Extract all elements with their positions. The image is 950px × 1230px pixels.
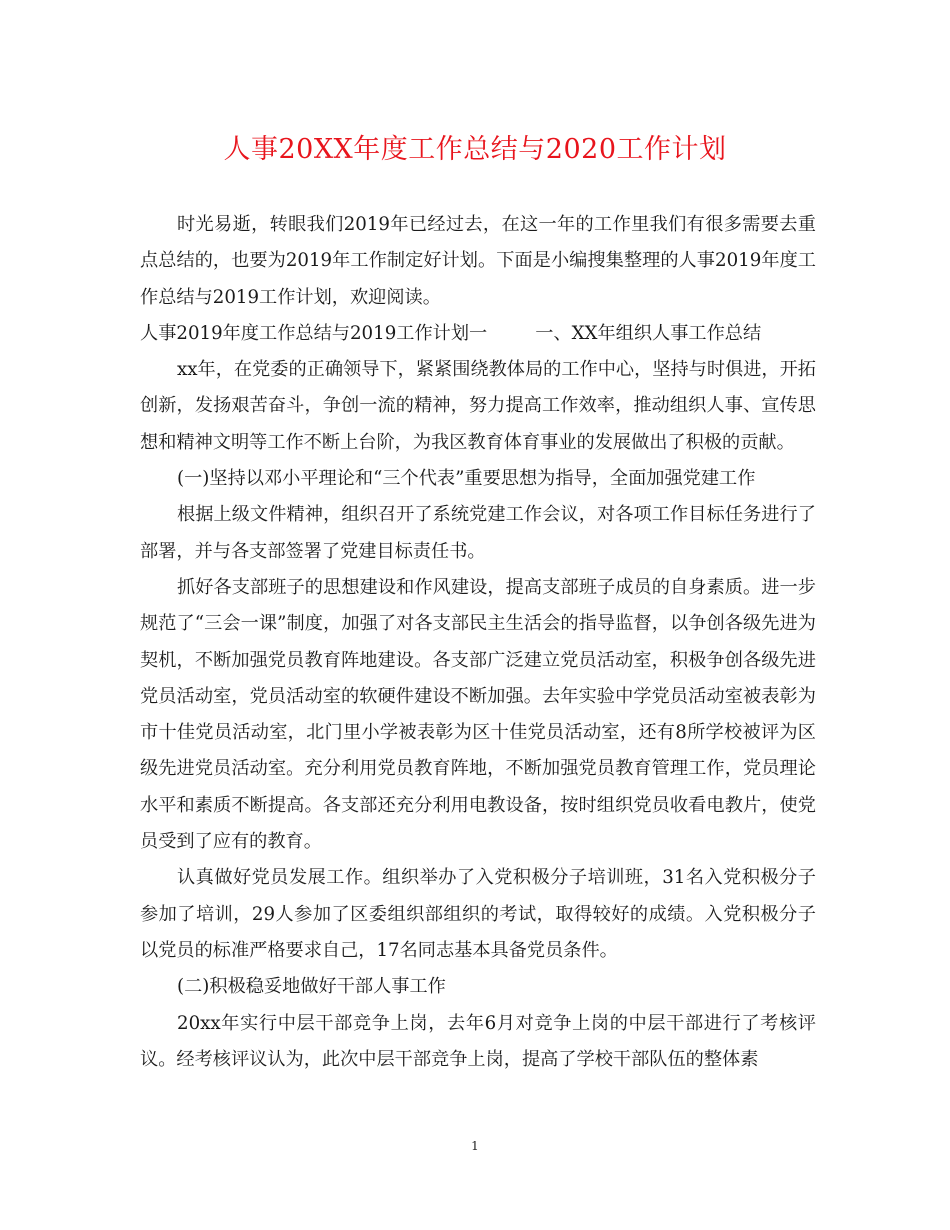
summary-paragraph: xx年，在党委的正确领导下，紧紧围绕教体局的工作中心，坚持与时俱进，开拓创新，发扬艰苦奋斗，争创一流的精神，努力提高工作效率，推动组织人事、宣传思想和精神文明等工作不断上台阶，为我区教育体育事业的发展做出了积极的贡献。 — [140, 359, 816, 453]
member-development-paragraph: 认真做好党员发展工作。组织举办了入党积极分子培训班，31名入党积极分子参加了培训，29人参加了区委组织部组织的考试，取得较好的成绩。入党积极分子以党员的标准严格要求自己，17名同志基本具备党员条件。 — [140, 867, 816, 961]
document-body — [140, 207, 816, 1078]
section-heading-lead: 人事2019年度工作总结与2019工作计划一 — [140, 322, 488, 344]
page-number: 1 — [471, 1139, 479, 1153]
subheading-party-building: (一)坚持以邓小平理论和“三个代表”重要思想为指导，全面加强党建工作 — [177, 468, 756, 490]
meeting-paragraph: 根据上级文件精神，组织召开了系统党建工作会议，对各项工作目标任务进行了部署，并与各支部签署了党建目标责任书。 — [140, 504, 816, 562]
section-heading-line — [140, 316, 816, 352]
branch-building-paragraph: 抓好各支部班子的思想建设和作风建设，提高支部班子成员的自身素质。进一步规范了“三会一课”制度，加强了对各支部民主生活会的指导监督，以争创各级先进为契机，不断加强党员教育阵地建设。各支部广泛建立党员活动室，积极争创各级先进党员活动室，党员活动室的软硬件建设不断加强。去年实验中学党员活动室被表彰为市十佳党员活动室，北门里小学被表彰为区十佳党员活动室，还有8所学校被评为区级先进党员活动室。充分利用党员教育阵地，不断加强党员教育管理工作，党员理论水平和素质不断提高。各支部还充分利用电教设备，按时组织党员收看电教片，使党员受到了应有的教育。 — [140, 576, 816, 853]
document-title: 人事20XX年度工作总结与2020工作计划 — [223, 134, 727, 165]
subheading-cadre-work: (二)积极稳妥地做好干部人事工作 — [177, 976, 446, 998]
section-heading-text: 一、XX年组织人事工作总结 — [535, 322, 762, 344]
cadre-competition-paragraph: 20xx年实行中层干部竞争上岗，去年6月对竞争上岗的中层干部进行了考核评议。经考核评议认为，此次中层干部竞争上岗，提高了学校干部队伍的整体素 — [140, 1012, 816, 1070]
intro-paragraph: 时光易逝，转眼我们2019年已经过去，在这一年的工作里我们有很多需要去重点总结的，也要为2019年工作制定好计划。下面是小编搜集整理的人事2019年度工作总结与2019工作计划，欢迎阅读。 — [140, 214, 816, 308]
